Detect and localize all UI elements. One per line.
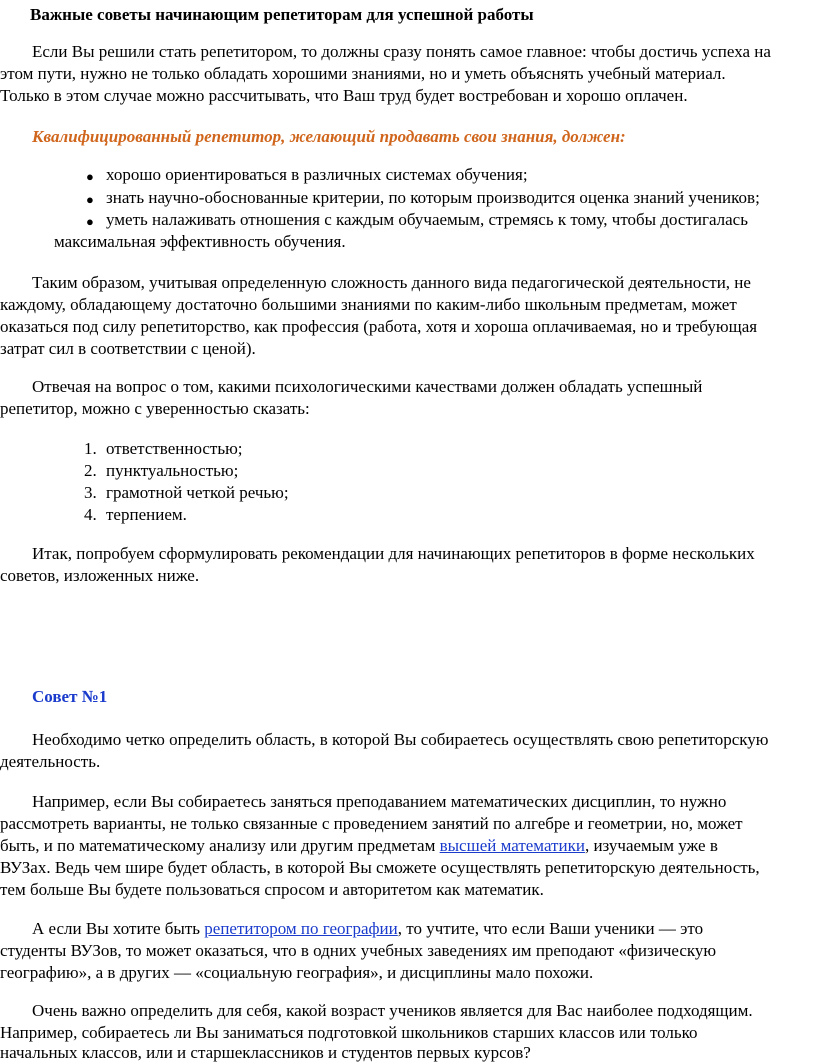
paragraph-line: Итак, попробуем сформулировать рекомендации для начинающих репетиторов в форме нескольких <box>32 544 755 563</box>
paragraph-text: А если Вы хотите быть <box>32 919 205 938</box>
intro-line: Только в этом случае можно рассчитывать, что Ваш труд будет востребован и хорошо оплачен. <box>0 86 688 105</box>
paragraph-line <box>0 835 718 857</box>
intro-line: этом пути, нужно не только обладать хорошими знаниями, но и уметь объяснять учебный материал. <box>0 64 726 83</box>
paragraph-line: тем больше Вы будете пользоваться спросом и авторитетом как математик. <box>0 880 544 899</box>
paragraph-line: Например, собираетесь ли Вы заниматься подготовкой школьников старших классов или только <box>0 1023 698 1042</box>
bullet-item: знать научно-обоснованные критерии, по которым производится оценка знаний учеников; <box>106 188 760 207</box>
advice-1-heading: Совет №1 <box>32 687 108 706</box>
list-number: 3. <box>84 483 97 502</box>
paragraph-line: ВУЗах. Ведь чем шире будет область, в которой Вы сможете осуществлять репетиторскую деятельность, <box>0 858 760 877</box>
qualified-tutor-subheading: Квалифицированный репетитор, желающий продавать свои знания, должен: <box>32 127 626 146</box>
paragraph-line: Таким образом, учитывая определенную сложность данного вида педагогической деятельности, не <box>32 273 751 292</box>
bullet-icon: ● <box>86 192 94 207</box>
paragraph-line: деятельность. <box>0 752 101 771</box>
paragraph-line: репетитор, можно с уверенностью сказать: <box>0 399 310 418</box>
paragraph-line: рассмотреть варианты, не только связанные с проведением занятий по алгебре и геометрии, но, может <box>0 814 743 833</box>
list-number: 2. <box>84 461 97 480</box>
paragraph-line: Необходимо четко определить область, в которой Вы собираетесь осуществлять свою репетиторскую <box>32 730 769 749</box>
numbered-item: ответственностью; <box>106 439 243 458</box>
paragraph-line: затрат сил в соответствии с ценой). <box>0 339 256 358</box>
numbered-item: пунктуальностью; <box>106 461 239 480</box>
higher-math-link[interactable]: высшей математики <box>439 836 585 855</box>
paragraph-text: , изучаемым уже в <box>584 836 718 855</box>
list-number: 4. <box>84 505 97 524</box>
bullet-item-continuation: максимальная эффективность обучения. <box>54 232 346 251</box>
paragraph-line: советов, изложенных ниже. <box>0 566 200 585</box>
bullet-item: хорошо ориентироваться в различных системах обучения; <box>106 165 528 184</box>
paragraph-line: оказаться под силу репетиторство, как профессия (работа, хотя и хороша оплачиваемая, но и требующая <box>0 317 758 336</box>
numbered-item: грамотной четкой речью; <box>106 483 289 502</box>
numbered-item: терпением. <box>106 505 187 524</box>
bullet-icon: ● <box>86 169 94 184</box>
paragraph-line <box>32 918 703 940</box>
intro-line: Если Вы решили стать репетитором, то должны сразу понять самое главное: чтобы достичь успеха на <box>32 42 771 61</box>
list-number: 1. <box>84 439 97 458</box>
paragraph-text: , то учтите, что если Ваши ученики — это <box>397 919 704 938</box>
paragraph-line: Очень важно определить для себя, какой возраст учеников является для Вас наиболее подходящим. <box>32 1001 753 1020</box>
bullet-icon: ● <box>86 214 94 229</box>
bullet-item: уметь налаживать отношения с каждым обучаемым, стремясь к тому, чтобы достигалась <box>106 210 748 229</box>
paragraph-line: географию», а в других — «социальную география», и дисциплины мало похожи. <box>0 963 594 982</box>
paragraph-text: быть, и по математическому анализу или другим предметам <box>0 836 440 855</box>
paragraph-line: студенты ВУЗов, то может оказаться, что в одних учебных заведениях им преподают «физическую <box>0 941 717 960</box>
paragraph-line: Например, если Вы собираетесь заняться преподаванием математических дисциплин, то нужно <box>32 792 727 811</box>
paragraph-line: начальных классов, или и старшеклассников и студентов первых курсов? <box>0 1043 531 1062</box>
geography-tutor-link[interactable]: репетитором по географии <box>204 919 398 938</box>
page-title: Важные советы начинающим репетиторам для успешной работы <box>30 5 534 24</box>
paragraph-line: каждому, обладающему достаточно большими знаниями по каким-либо школьным предметам, может <box>0 295 737 314</box>
paragraph-line: Отвечая на вопрос о том, какими психологическими качествами должен обладать успешный <box>32 377 703 396</box>
